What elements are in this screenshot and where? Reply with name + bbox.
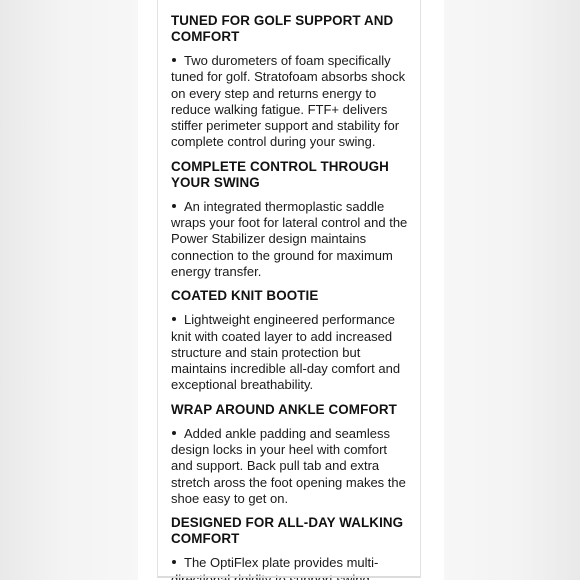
- feature-section-golf-support: [171, 13, 408, 151]
- feature-section-walking-comfort: [171, 515, 408, 580]
- feature-section-knit-bootie: [171, 288, 408, 393]
- bullet-icon: [172, 431, 176, 435]
- bullet-text: Two durometers of foam specifically tuned for golf. Stratofoam absorbs shock on every step and returns energy to reduce walking fatigue. FTF+ delivers stiffer perimeter support and stability for complete control during your swing.: [171, 53, 406, 150]
- bottom-divider: [158, 576, 420, 578]
- bullet-text: The OptiFlex plate provides multi-: [184, 555, 379, 571]
- feature-section-ankle-comfort: [171, 402, 408, 507]
- section-heading: COATED KNIT BOOTIE: [171, 288, 319, 304]
- bullet-icon: [172, 317, 176, 321]
- section-heading: TUNED FOR GOLF SUPPORT AND COMFORT: [171, 13, 394, 44]
- section-heading: DESIGNED FOR ALL-DAY WALKING COMFORT: [171, 515, 404, 547]
- bullet-icon: [172, 560, 176, 564]
- feature-list-card: [157, 0, 421, 578]
- bullet-icon: [172, 204, 176, 208]
- list-item: [171, 53, 408, 151]
- section-heading: WRAP AROUND ANKLE COMFORT: [171, 401, 397, 417]
- section-heading: COMPLETE CONTROL THROUGH YOUR SWING: [171, 158, 389, 190]
- bullet-text: An integrated thermoplastic saddle wraps your foot for lateral control and the Power Stabilizer design maintains connection to the ground for maximum energy transfer.: [171, 198, 408, 279]
- bullet-text: Lightweight engineered performance knit with coated layer to add increased structure and stain protection but maintains incredible all-day comfort and exceptional breathability.: [171, 312, 401, 393]
- bullet-text: Added ankle padding and seamless design locks in your heel with comfort and support. Back pull tab and extra stretch aross the foot opening makes the shoe easy to get on.: [171, 425, 406, 506]
- list-item: [171, 426, 408, 507]
- product-description-screen: [138, 0, 444, 580]
- list-item: [171, 199, 408, 280]
- bullet-icon: [172, 58, 176, 62]
- list-item: [171, 312, 408, 393]
- feature-section-swing-control: [171, 159, 408, 280]
